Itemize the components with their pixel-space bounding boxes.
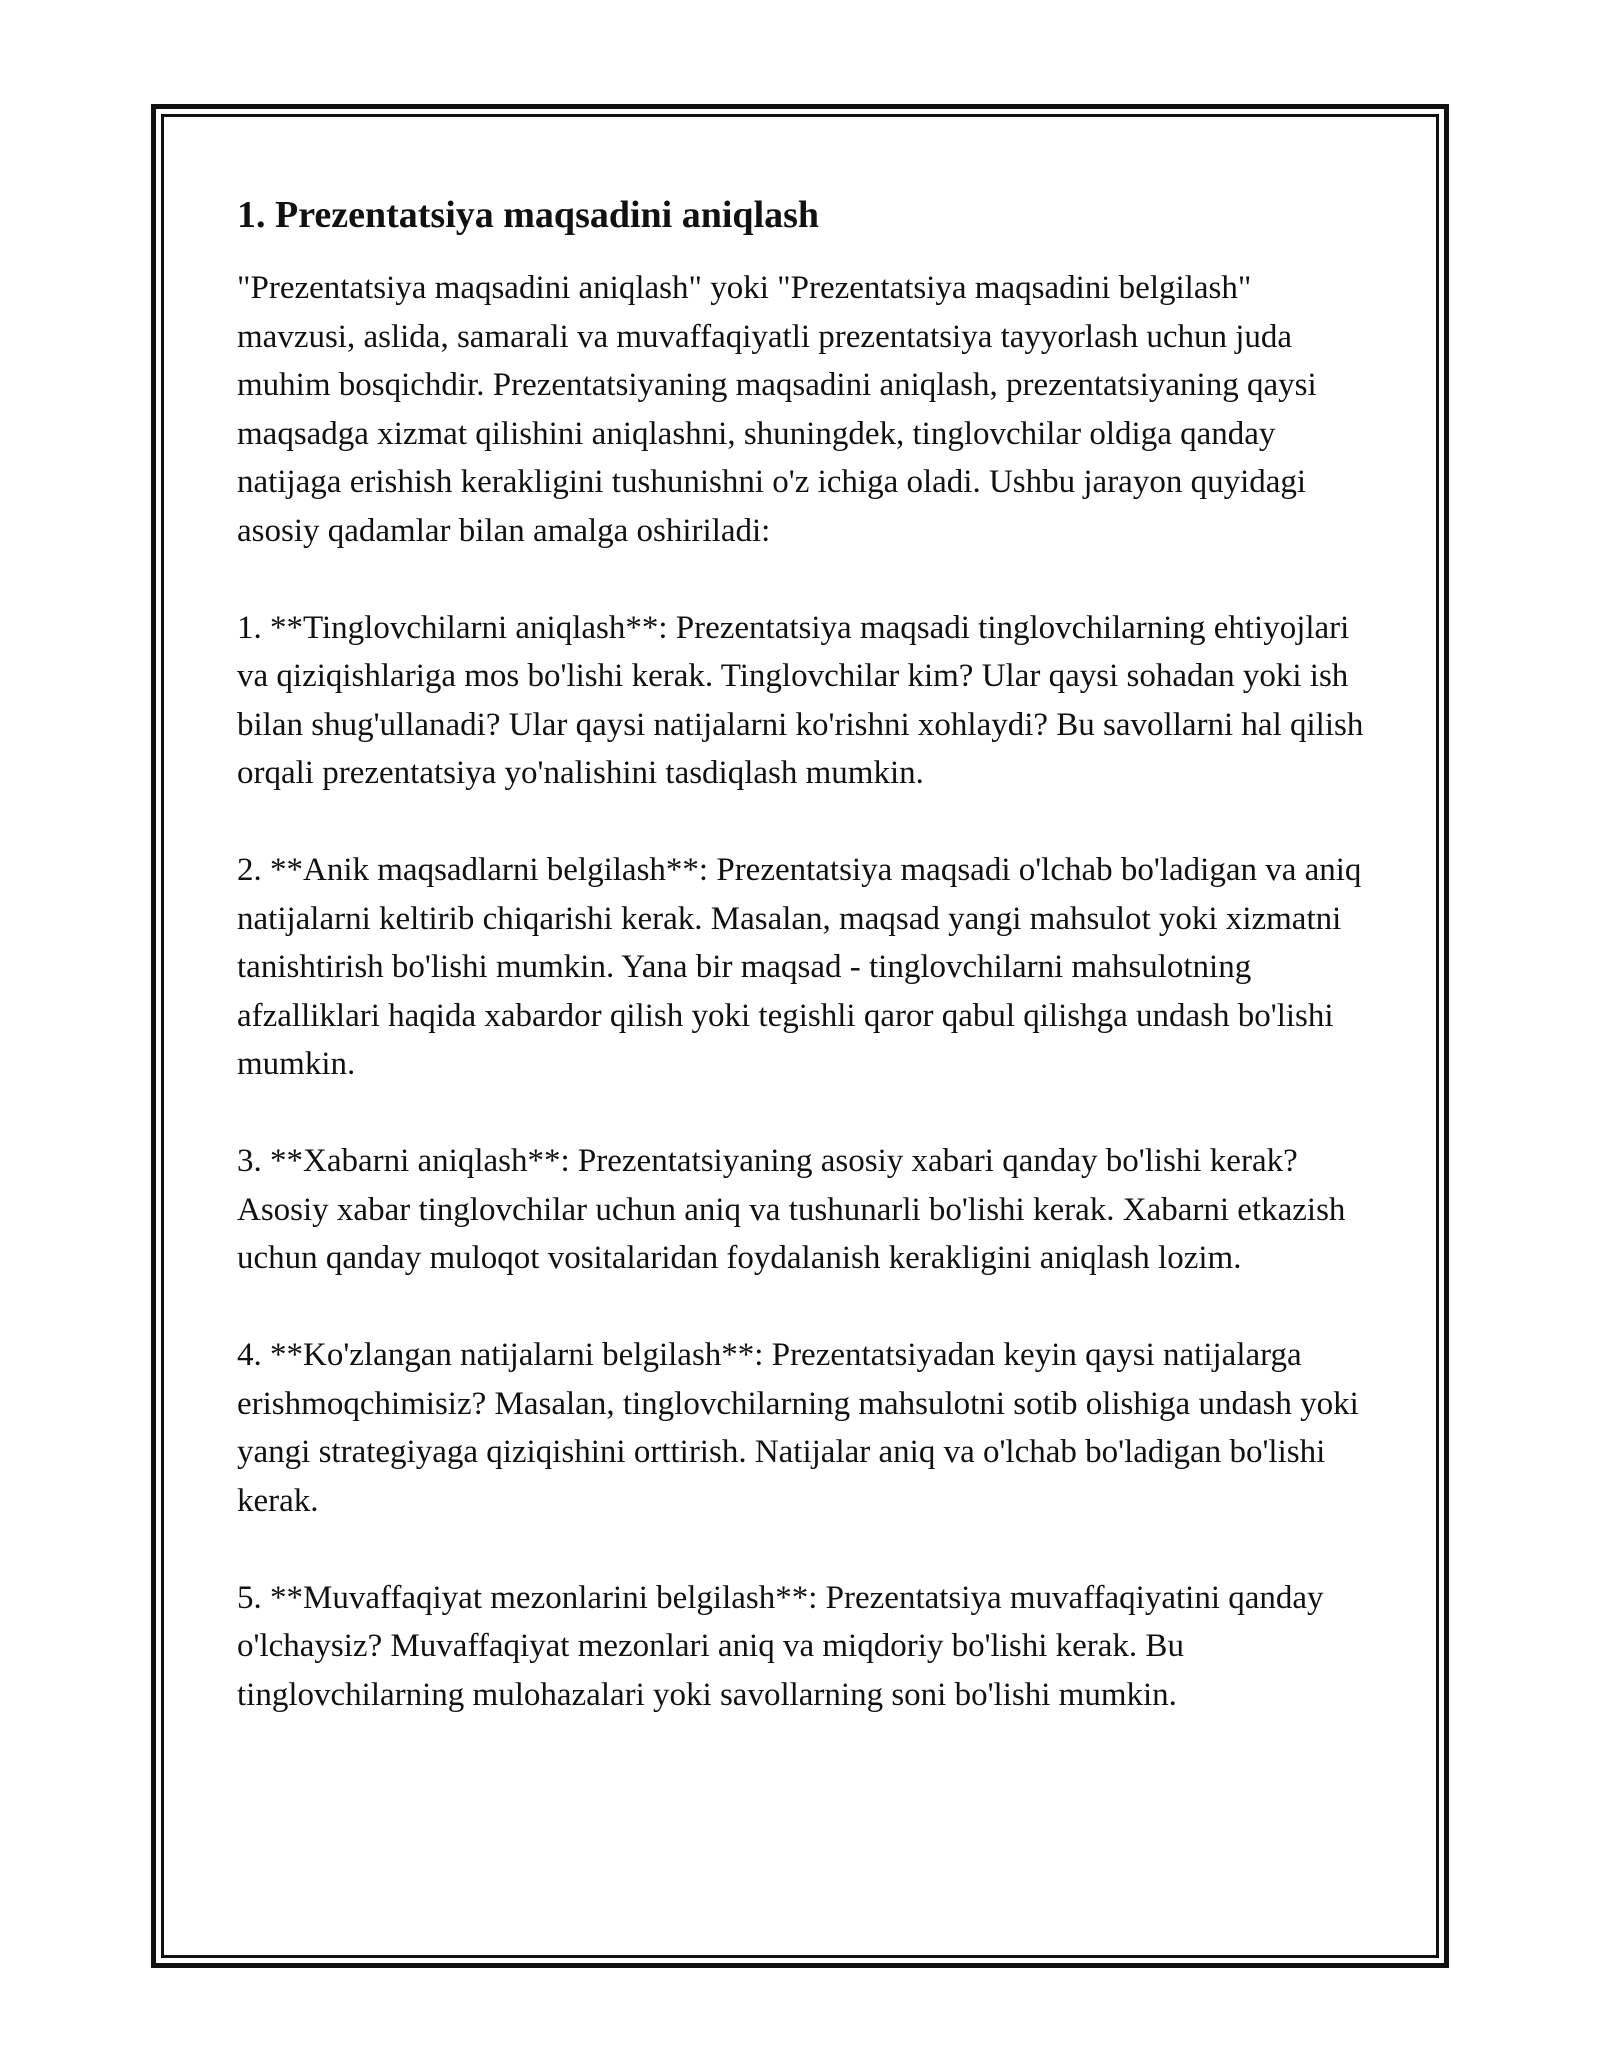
intro-paragraph: "Prezentatsiya maqsadini aniqlash" yoki "Prezentatsiya maqsadini belgilash" mavzusi, aslida, samarali va muvaffaqiyatli prezentatsiya tayyorlash uchun juda muhim bosqichdir. Prezentatsiyaning maqsadini aniqlash, prezentatsiyaning qaysi maqsadga xizmat qilishini aniqlashni, shuningdek, tinglovchilar oldiga qanday natijaga erishish kerakligini tushunishni o'z ichiga oladi. Ushbu jarayon quyidagi asosiy qadamlar bilan amalga oshiriladi: <box>237 270 1317 549</box>
step-5-paragraph: 5. **Muvaffaqiyat mezonlarini belgilash**: Prezentatsiya muvaffaqiyatini qanday o'lchaysiz? Muvaffaqiyat mezonlari aniq va miqdoriy bo'lishi kerak. Bu tinglovchilarning mulohazalari yoki savollarning soni bo'lishi mumkin. <box>237 1579 1324 1713</box>
step-1-paragraph: 1. **Tinglovchilarni aniqlash**: Prezentatsiya maqsadi tinglovchilarning ehtiyojlari va qiziqishlariga mos bo'lishi kerak. Tinglovchilar kim? Ular qaysi sohadan yoki ish bilan shug'ullanadi? Ular qaysi natijalarni ko'rishni xohlaydi? Bu savollarni hal qilish orqali prezentatsiya yo'nalishini tasdiqlash mumkin. <box>237 609 1364 791</box>
step-4-paragraph: 4. **Ko'zlangan natijalarni belgilash**: Prezentatsiyadan keyin qaysi natijalarga erishmoqchimisiz? Masalan, tinglovchilarning mahsulotni sotib olishiga undash yoki yangi strategiyaga qiziqishini orttirish. Natijalar aniq va o'lchab bo'ladigan bo'lishi kerak. <box>237 1337 1359 1519</box>
section-heading: 1. Prezentatsiya maqsadini aniqlash <box>237 194 820 236</box>
step-2-paragraph: 2. **Anik maqsadlarni belgilash**: Prezentatsiya maqsadi o'lchab bo'ladigan va aniq natijalarni keltirib chiqarishi kerak. Masalan, maqsad yangi mahsulot yoki xizmatni tanishtirish bo'lishi mumkin. Yana bir maqsad - tinglovchilarni mahsulotning afzalliklari haqida xabardor qilish yoki tegishli qaror qabul qilishga undash bo'lishi mumkin. <box>237 852 1362 1082</box>
step-3-paragraph: 3. **Xabarni aniqlash**: Prezentatsiyaning asosiy xabari qanday bo'lishi kerak? Asosiy xabar tinglovchilar uchun aniq va tushunarli bo'lishi kerak. Xabarni etkazish uchun qanday muloqot vositalaridan foydalanish kerakligini aniqlash lozim. <box>237 1143 1346 1276</box>
document-body <box>237 188 1377 1719</box>
